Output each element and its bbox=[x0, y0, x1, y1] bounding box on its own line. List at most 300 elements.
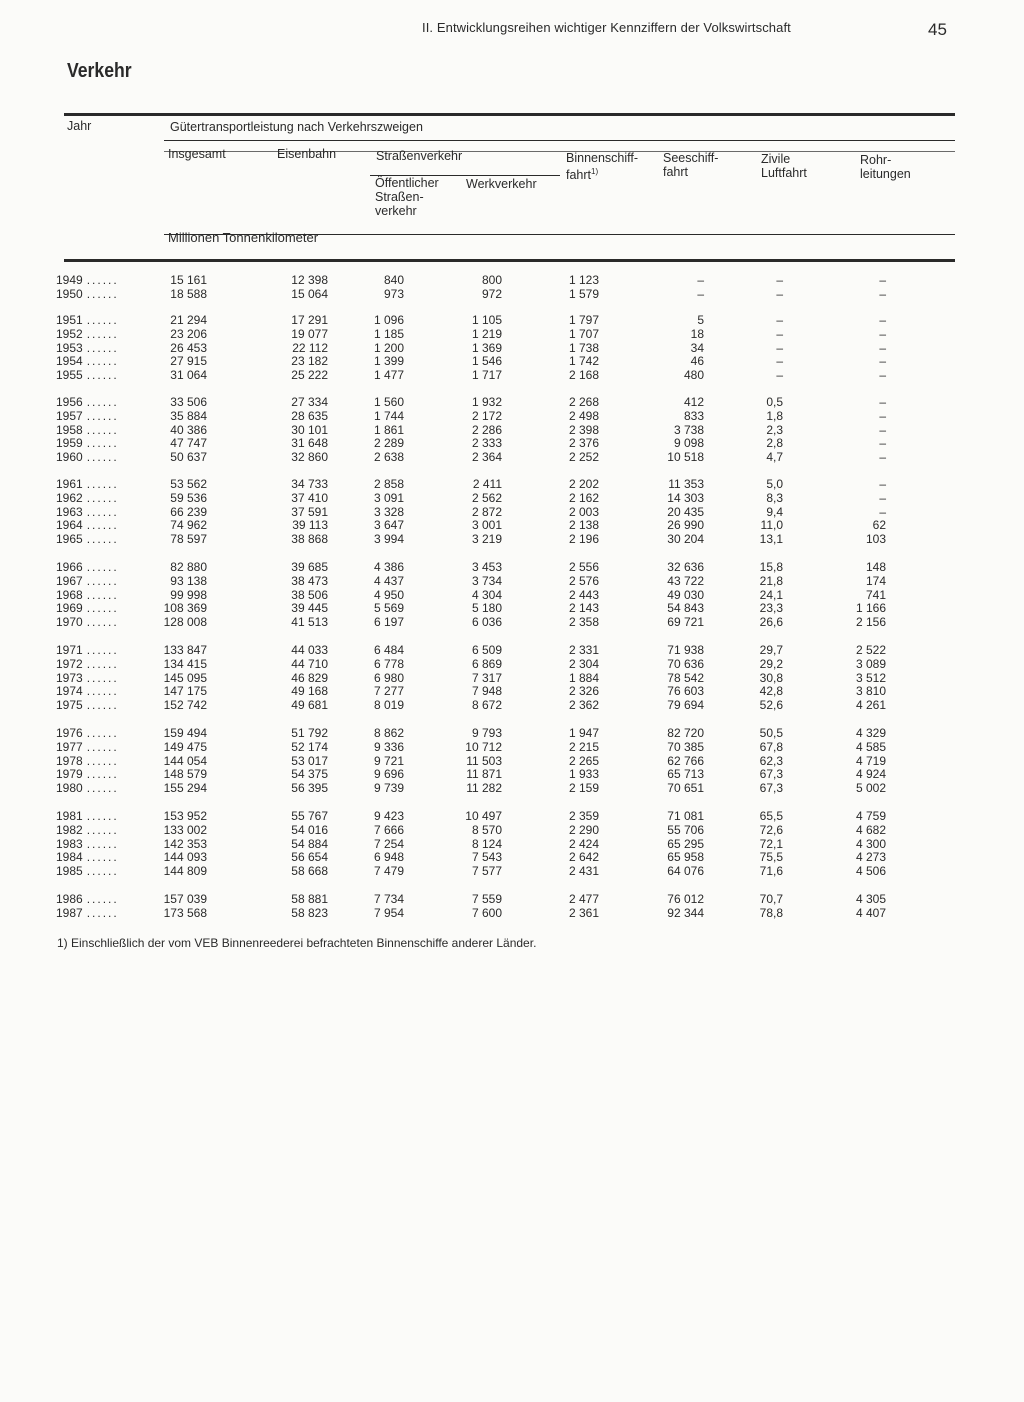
leader-dots: ...... bbox=[86, 368, 119, 383]
table-row bbox=[0, 395, 1024, 409]
table-row bbox=[0, 450, 1024, 464]
value-cell-luft: 50,5 bbox=[759, 726, 783, 740]
value-cell-oeff: 4 950 bbox=[373, 587, 404, 602]
year-label: 1954 bbox=[56, 354, 83, 369]
year-label: 1959 bbox=[56, 436, 83, 451]
value-cell-oeff: 9 336 bbox=[373, 739, 404, 754]
value-cell-binnen: 2 162 bbox=[568, 490, 599, 505]
value-cell-rohr: – bbox=[879, 286, 886, 301]
value-cell-oeff: 7 954 bbox=[373, 905, 404, 920]
year-cell bbox=[56, 850, 146, 864]
value-cell-eisenbahn: 34 733 bbox=[291, 477, 328, 491]
value-cell-see: 78 542 bbox=[667, 670, 704, 685]
value-cell-insgesamt: 66 239 bbox=[170, 504, 207, 519]
value-cell-oeff: 973 bbox=[383, 286, 404, 301]
footnote: 1) Einschließlich der vom VEB Binnenreederei befrachteten Binnenschiffe anderer Länder. bbox=[57, 936, 537, 950]
year-cell bbox=[56, 327, 146, 341]
table-row bbox=[0, 615, 1024, 629]
value-cell-see: 71 081 bbox=[667, 809, 704, 823]
value-cell-see: 54 843 bbox=[667, 601, 704, 616]
value-cell-binnen: 2 159 bbox=[568, 781, 599, 796]
value-cell-binnen: 2 304 bbox=[568, 656, 599, 671]
value-cell-luft: 5,0 bbox=[766, 477, 783, 491]
year-label: 1953 bbox=[56, 340, 83, 355]
leader-dots: ...... bbox=[86, 615, 119, 630]
year-cell bbox=[56, 767, 146, 781]
table-row bbox=[0, 518, 1024, 532]
value-cell-luft: 71,6 bbox=[759, 864, 783, 879]
leader-dots: ...... bbox=[86, 436, 119, 451]
value-cell-insgesamt: 134 415 bbox=[163, 656, 207, 671]
value-cell-see: 46 bbox=[690, 354, 704, 369]
value-cell-insgesamt: 144 809 bbox=[163, 864, 207, 879]
table-row bbox=[0, 864, 1024, 878]
value-cell-eisenbahn: 28 635 bbox=[291, 408, 328, 423]
value-cell-werk: 8 570 bbox=[471, 822, 502, 837]
value-cell-eisenbahn: 39 445 bbox=[291, 601, 328, 616]
year-cell bbox=[56, 574, 146, 588]
value-cell-eisenbahn: 46 829 bbox=[291, 670, 328, 685]
value-cell-werk: 7 600 bbox=[471, 905, 502, 920]
value-cell-luft: 29,7 bbox=[759, 643, 783, 657]
value-cell-oeff: 1 560 bbox=[373, 395, 404, 409]
value-cell-oeff: 6 197 bbox=[373, 615, 404, 630]
year-cell bbox=[56, 615, 146, 629]
year-label: 1987 bbox=[56, 905, 83, 920]
value-cell-see: 3 738 bbox=[673, 422, 704, 437]
value-cell-eisenbahn: 41 513 bbox=[291, 615, 328, 630]
value-cell-see: 26 990 bbox=[667, 518, 704, 533]
value-cell-luft: 2,3 bbox=[766, 422, 783, 437]
value-cell-binnen: 2 202 bbox=[568, 477, 599, 491]
value-cell-rohr: – bbox=[879, 368, 886, 383]
table-row bbox=[0, 740, 1024, 754]
year-label: 1967 bbox=[56, 573, 83, 588]
value-cell-binnen: 2 359 bbox=[568, 809, 599, 823]
value-cell-werk: 3 219 bbox=[471, 532, 502, 547]
year-cell bbox=[56, 657, 146, 671]
year-cell bbox=[56, 409, 146, 423]
leader-dots: ...... bbox=[86, 809, 119, 823]
value-cell-see: 70 385 bbox=[667, 739, 704, 754]
value-cell-eisenbahn: 17 291 bbox=[291, 313, 328, 327]
value-cell-insgesamt: 147 175 bbox=[163, 684, 207, 699]
value-cell-eisenbahn: 30 101 bbox=[291, 422, 328, 437]
value-cell-werk: 2 872 bbox=[471, 504, 502, 519]
year-label: 1950 bbox=[56, 286, 83, 301]
year-cell bbox=[56, 505, 146, 519]
value-cell-werk: 7 559 bbox=[471, 892, 502, 906]
value-cell-luft: 15,8 bbox=[759, 560, 783, 574]
year-cell bbox=[56, 477, 146, 491]
value-cell-binnen: 2 576 bbox=[568, 573, 599, 588]
col-header-strassenverkehr: Straßenverkehr bbox=[376, 149, 463, 163]
col-header-binnenschiffahrt bbox=[566, 151, 654, 182]
table-row bbox=[0, 823, 1024, 837]
value-cell-oeff: 1 744 bbox=[373, 408, 404, 423]
value-cell-see: 32 636 bbox=[667, 560, 704, 574]
value-cell-see: 34 bbox=[690, 340, 704, 355]
value-cell-insgesamt: 93 138 bbox=[170, 573, 207, 588]
table-row bbox=[0, 781, 1024, 795]
year-label: 1984 bbox=[56, 850, 83, 865]
value-cell-insgesamt: 40 386 bbox=[170, 422, 207, 437]
year-label: 1968 bbox=[56, 587, 83, 602]
value-cell-oeff: 7 479 bbox=[373, 864, 404, 879]
value-cell-oeff: 1 096 bbox=[373, 313, 404, 327]
value-cell-see: 43 722 bbox=[667, 573, 704, 588]
value-cell-eisenbahn: 31 648 bbox=[291, 436, 328, 451]
value-cell-oeff: 6 484 bbox=[373, 643, 404, 657]
value-cell-rohr: 4 585 bbox=[855, 739, 886, 754]
value-cell-binnen: 1 797 bbox=[568, 313, 599, 327]
year-label: 1977 bbox=[56, 739, 83, 754]
col-header-group: Gütertransportleistung nach Verkehrszweigen bbox=[170, 120, 423, 134]
year-label: 1951 bbox=[56, 313, 83, 327]
value-cell-luft: 8,3 bbox=[766, 490, 783, 505]
year-cell bbox=[56, 450, 146, 464]
table-row bbox=[0, 698, 1024, 712]
value-cell-oeff: 2 289 bbox=[373, 436, 404, 451]
value-cell-see: 62 766 bbox=[667, 753, 704, 768]
value-cell-insgesamt: 31 064 bbox=[170, 368, 207, 383]
value-cell-binnen: 1 933 bbox=[568, 767, 599, 782]
year-label: 1955 bbox=[56, 368, 83, 383]
value-cell-eisenbahn: 39 685 bbox=[291, 560, 328, 574]
table-top-rule bbox=[64, 113, 955, 116]
leader-dots: ...... bbox=[86, 313, 119, 327]
year-label: 1975 bbox=[56, 698, 83, 713]
leader-dots: ...... bbox=[86, 273, 119, 287]
value-cell-binnen: 2 424 bbox=[568, 836, 599, 851]
value-cell-rohr: 741 bbox=[865, 587, 886, 602]
leader-dots: ...... bbox=[86, 905, 119, 920]
value-cell-rohr: – bbox=[879, 340, 886, 355]
value-cell-rohr: 4 719 bbox=[855, 753, 886, 768]
year-label: 1981 bbox=[56, 809, 83, 823]
value-cell-insgesamt: 148 579 bbox=[163, 767, 207, 782]
year-label: 1966 bbox=[56, 560, 83, 574]
year-label: 1963 bbox=[56, 504, 83, 519]
value-cell-insgesamt: 144 054 bbox=[163, 753, 207, 768]
year-label: 1980 bbox=[56, 781, 83, 796]
value-cell-see: – bbox=[697, 273, 704, 287]
value-cell-rohr: 4 506 bbox=[855, 864, 886, 879]
value-cell-oeff: 9 739 bbox=[373, 781, 404, 796]
col-header-eisenbahn: Eisenbahn bbox=[277, 147, 337, 161]
value-cell-rohr: 148 bbox=[865, 560, 886, 574]
leader-dots: ...... bbox=[86, 643, 119, 657]
value-cell-rohr: 174 bbox=[865, 573, 886, 588]
year-label: 1976 bbox=[56, 726, 83, 740]
leader-dots: ...... bbox=[86, 573, 119, 588]
value-cell-rohr: 3 512 bbox=[855, 670, 886, 685]
leader-dots: ...... bbox=[86, 753, 119, 768]
year-label: 1965 bbox=[56, 532, 83, 547]
value-cell-see: 10 518 bbox=[667, 450, 704, 465]
value-cell-eisenbahn: 38 868 bbox=[291, 532, 328, 547]
value-cell-werk: 7 948 bbox=[471, 684, 502, 699]
section-title: Verkehr bbox=[67, 60, 132, 82]
value-cell-rohr: 4 273 bbox=[855, 850, 886, 865]
value-cell-see: 480 bbox=[683, 368, 704, 383]
year-cell bbox=[56, 781, 146, 795]
value-cell-see: 64 076 bbox=[667, 864, 704, 879]
value-cell-binnen: 2 358 bbox=[568, 615, 599, 630]
value-cell-werk: 6 869 bbox=[471, 656, 502, 671]
value-cell-eisenbahn: 54 375 bbox=[291, 767, 328, 782]
value-cell-binnen: 2 265 bbox=[568, 753, 599, 768]
value-cell-insgesamt: 149 475 bbox=[163, 739, 207, 754]
table-row bbox=[0, 837, 1024, 851]
year-label: 1960 bbox=[56, 450, 83, 465]
table-row bbox=[0, 588, 1024, 602]
table-row bbox=[0, 671, 1024, 685]
value-cell-rohr: – bbox=[879, 436, 886, 451]
value-cell-insgesamt: 33 506 bbox=[170, 395, 207, 409]
year-cell bbox=[56, 671, 146, 685]
year-cell bbox=[56, 368, 146, 382]
value-cell-rohr: 3 810 bbox=[855, 684, 886, 699]
table-row bbox=[0, 409, 1024, 423]
value-cell-see: 18 bbox=[690, 326, 704, 341]
footnote-marker: 1) bbox=[591, 167, 599, 176]
value-cell-rohr: – bbox=[879, 504, 886, 519]
value-cell-see: 49 030 bbox=[667, 587, 704, 602]
value-cell-werk: 2 172 bbox=[471, 408, 502, 423]
value-cell-eisenbahn: 32 860 bbox=[291, 450, 328, 465]
value-cell-luft: – bbox=[776, 340, 783, 355]
value-cell-see: 82 720 bbox=[667, 726, 704, 740]
year-label: 1964 bbox=[56, 518, 83, 533]
value-cell-rohr: – bbox=[879, 395, 886, 409]
value-cell-eisenbahn: 53 017 bbox=[291, 753, 328, 768]
value-cell-luft: 42,8 bbox=[759, 684, 783, 699]
value-cell-werk: 800 bbox=[481, 273, 502, 287]
value-cell-eisenbahn: 38 506 bbox=[291, 587, 328, 602]
leader-dots: ...... bbox=[86, 892, 119, 906]
year-label: 1956 bbox=[56, 395, 83, 409]
value-cell-werk: 2 411 bbox=[472, 477, 502, 491]
value-cell-insgesamt: 50 637 bbox=[170, 450, 207, 465]
value-cell-oeff: 6 980 bbox=[373, 670, 404, 685]
leader-dots: ...... bbox=[86, 422, 119, 437]
value-cell-werk: 6 509 bbox=[471, 643, 502, 657]
value-cell-see: 412 bbox=[683, 395, 704, 409]
value-cell-binnen: 2 143 bbox=[568, 601, 599, 616]
value-cell-insgesamt: 152 742 bbox=[163, 698, 207, 713]
year-cell bbox=[56, 726, 146, 740]
value-cell-rohr: 4 305 bbox=[855, 892, 886, 906]
value-cell-insgesamt: 155 294 bbox=[163, 781, 207, 796]
value-cell-binnen: 1 707 bbox=[568, 326, 599, 341]
value-cell-oeff: 4 386 bbox=[373, 560, 404, 574]
table-row bbox=[0, 287, 1024, 301]
leader-dots: ...... bbox=[86, 450, 119, 465]
year-label: 1973 bbox=[56, 670, 83, 685]
leader-dots: ...... bbox=[86, 532, 119, 547]
table-row bbox=[0, 436, 1024, 450]
value-cell-see: 833 bbox=[683, 408, 704, 423]
value-cell-werk: 5 180 bbox=[471, 601, 502, 616]
leader-dots: ...... bbox=[86, 670, 119, 685]
table-row bbox=[0, 906, 1024, 920]
value-cell-rohr: 2 522 bbox=[855, 643, 886, 657]
value-cell-insgesamt: 173 568 bbox=[163, 905, 207, 920]
value-cell-eisenbahn: 58 668 bbox=[291, 864, 328, 879]
value-cell-luft: 75,5 bbox=[759, 850, 783, 865]
value-cell-luft: 65,5 bbox=[759, 809, 783, 823]
year-cell bbox=[56, 518, 146, 532]
value-cell-luft: – bbox=[776, 368, 783, 383]
value-cell-insgesamt: 35 884 bbox=[170, 408, 207, 423]
value-cell-luft: 1,8 bbox=[766, 408, 783, 423]
value-cell-werk: 2 333 bbox=[471, 436, 502, 451]
value-cell-werk: 11 503 bbox=[466, 753, 502, 768]
value-cell-werk: 7 577 bbox=[471, 864, 502, 879]
value-cell-oeff: 1 185 bbox=[373, 326, 404, 341]
value-cell-rohr: 4 329 bbox=[855, 726, 886, 740]
col-header-insgesamt: Insgesamt bbox=[168, 147, 226, 161]
year-cell bbox=[56, 906, 146, 920]
value-cell-oeff: 1 861 bbox=[373, 422, 404, 437]
value-cell-luft: 67,8 bbox=[759, 739, 783, 754]
value-cell-werk: 1 105 bbox=[471, 313, 502, 327]
value-cell-eisenbahn: 52 174 bbox=[291, 739, 328, 754]
leader-dots: ...... bbox=[86, 822, 119, 837]
table-row bbox=[0, 657, 1024, 671]
year-cell bbox=[56, 837, 146, 851]
value-cell-rohr: 4 261 bbox=[855, 698, 886, 713]
value-cell-luft: 52,6 bbox=[759, 698, 783, 713]
leader-dots: ...... bbox=[86, 587, 119, 602]
value-cell-eisenbahn: 49 168 bbox=[291, 684, 328, 699]
value-cell-rohr: 5 002 bbox=[855, 781, 886, 796]
value-cell-binnen: 2 215 bbox=[568, 739, 599, 754]
value-cell-insgesamt: 78 597 bbox=[170, 532, 207, 547]
table-row bbox=[0, 574, 1024, 588]
page-number: 45 bbox=[928, 20, 947, 39]
value-cell-insgesamt: 18 588 bbox=[170, 286, 207, 301]
value-cell-luft: 30,8 bbox=[759, 670, 783, 685]
value-cell-binnen: 2 196 bbox=[568, 532, 599, 547]
year-cell bbox=[56, 684, 146, 698]
year-cell bbox=[56, 864, 146, 878]
value-cell-luft: 21,8 bbox=[759, 573, 783, 588]
table-row bbox=[0, 341, 1024, 355]
year-cell bbox=[56, 436, 146, 450]
value-cell-rohr: 4 407 bbox=[855, 905, 886, 920]
value-cell-rohr: – bbox=[879, 450, 886, 465]
value-cell-binnen: 2 268 bbox=[568, 395, 599, 409]
value-cell-werk: 3 734 bbox=[471, 573, 502, 588]
value-cell-eisenbahn: 51 792 bbox=[291, 726, 328, 740]
value-cell-eisenbahn: 22 112 bbox=[292, 340, 328, 355]
value-cell-binnen: 2 290 bbox=[568, 822, 599, 837]
year-cell bbox=[56, 740, 146, 754]
value-cell-rohr: – bbox=[879, 422, 886, 437]
value-cell-eisenbahn: 56 395 bbox=[291, 781, 328, 796]
value-cell-oeff: 7 254 bbox=[373, 836, 404, 851]
value-cell-rohr: – bbox=[879, 354, 886, 369]
col-header-werkverkehr: Werkverkehr bbox=[466, 177, 537, 191]
value-cell-luft: 67,3 bbox=[759, 781, 783, 796]
year-cell bbox=[56, 423, 146, 437]
value-cell-see: 5 bbox=[697, 313, 704, 327]
value-cell-insgesamt: 26 453 bbox=[170, 340, 207, 355]
value-cell-werk: 11 282 bbox=[466, 781, 502, 796]
year-label: 1986 bbox=[56, 892, 83, 906]
value-cell-eisenbahn: 54 016 bbox=[291, 822, 328, 837]
binnen-label: Binnenschiff- fahrt bbox=[566, 151, 639, 183]
table-row bbox=[0, 505, 1024, 519]
year-label: 1969 bbox=[56, 601, 83, 616]
table-row bbox=[0, 491, 1024, 505]
value-cell-insgesamt: 21 294 bbox=[170, 313, 207, 327]
value-cell-eisenbahn: 38 473 bbox=[291, 573, 328, 588]
value-cell-werk: 1 546 bbox=[471, 354, 502, 369]
leader-dots: ...... bbox=[86, 836, 119, 851]
value-cell-see: 30 204 bbox=[667, 532, 704, 547]
value-cell-insgesamt: 133 847 bbox=[163, 643, 207, 657]
value-cell-werk: 3 453 bbox=[471, 560, 502, 574]
value-cell-rohr: – bbox=[879, 326, 886, 341]
leader-dots: ...... bbox=[86, 698, 119, 713]
value-cell-werk: 1 369 bbox=[471, 340, 502, 355]
col-header-rohrleitungen: Rohr- leitungen bbox=[860, 153, 911, 181]
value-cell-werk: 8 124 bbox=[471, 836, 502, 851]
value-cell-werk: 4 304 bbox=[471, 587, 502, 602]
value-cell-eisenbahn: 15 064 bbox=[291, 286, 328, 301]
year-cell bbox=[56, 588, 146, 602]
value-cell-binnen: 2 138 bbox=[568, 518, 599, 533]
value-cell-insgesamt: 15 161 bbox=[170, 273, 207, 287]
table-row bbox=[0, 532, 1024, 546]
value-cell-luft: 24,1 bbox=[759, 587, 783, 602]
value-cell-eisenbahn: 19 077 bbox=[291, 326, 328, 341]
leader-dots: ...... bbox=[86, 767, 119, 782]
table-row bbox=[0, 643, 1024, 657]
year-cell bbox=[56, 892, 146, 906]
value-cell-werk: 10 712 bbox=[465, 739, 502, 754]
year-label: 1957 bbox=[56, 408, 83, 423]
value-cell-oeff: 5 569 bbox=[373, 601, 404, 616]
value-cell-binnen: 2 003 bbox=[568, 504, 599, 519]
value-cell-rohr: 4 300 bbox=[855, 836, 886, 851]
value-cell-see: 65 958 bbox=[667, 850, 704, 865]
year-cell bbox=[56, 601, 146, 615]
value-cell-binnen: 1 884 bbox=[568, 670, 599, 685]
value-cell-luft: 29,2 bbox=[759, 656, 783, 671]
col-header-luftfahrt: Zivile Luftfahrt bbox=[761, 152, 807, 180]
table-row bbox=[0, 327, 1024, 341]
value-cell-insgesamt: 23 206 bbox=[170, 326, 207, 341]
leader-dots: ...... bbox=[86, 656, 119, 671]
value-cell-oeff: 9 696 bbox=[373, 767, 404, 782]
table-row bbox=[0, 684, 1024, 698]
value-cell-luft: – bbox=[776, 273, 783, 287]
value-cell-eisenbahn: 39 113 bbox=[292, 518, 328, 533]
leader-dots: ...... bbox=[86, 739, 119, 754]
value-cell-rohr: – bbox=[879, 477, 886, 491]
value-cell-binnen: 2 642 bbox=[568, 850, 599, 865]
value-cell-eisenbahn: 25 222 bbox=[291, 368, 328, 383]
value-cell-oeff: 6 948 bbox=[373, 850, 404, 865]
value-cell-insgesamt: 27 915 bbox=[170, 354, 207, 369]
value-cell-binnen: 2 361 bbox=[568, 905, 599, 920]
value-cell-insgesamt: 47 747 bbox=[170, 436, 207, 451]
year-label: 1972 bbox=[56, 656, 83, 671]
